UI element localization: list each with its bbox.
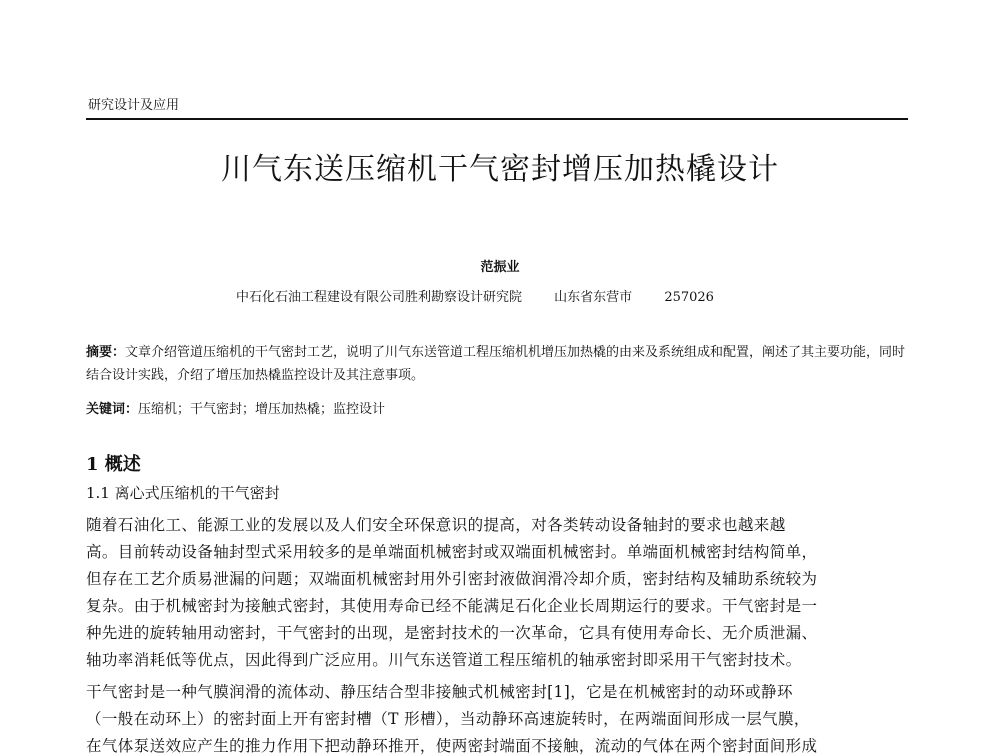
body-line: 复杂。由于机械密封为接触式密封，其使用寿命已经不能满足石化企业长周期运行的要求。干气密封是一 [86,597,818,615]
paper-title: 川气东送压缩机干气密封增压加热橇设计 [221,152,779,187]
body-line: 在气体泵送效应产生的推力作用下把动静环推开，使两密封端面不接触，流动的气体在两个密封面间形成 [86,737,818,755]
affiliation [236,286,742,305]
section-heading: 1 概述 [86,454,141,475]
body-line: 高。目前转动设备轴封型式采用较多的是单端面机械密封或双端面机械密封。单端面机械密封结构简单， [86,543,818,561]
abstract-text: 文章介绍管道压缩机的干气密封工艺，说明了川气东送管道工程压缩机机增压加热橇的由来及系统组成和配置，阐述了其主要功能，同时结合设计实践，介绍了增压加热橇监控设计及其注意事项。 [86,345,906,383]
running-header: 研究设计及应用 [88,98,180,113]
affiliation-org: 中石化石油工程建设有限公司胜利勘察设计研究院 [236,290,523,305]
body-line: 轴功率消耗低等优点，因此得到广泛应用。川气东送管道工程压缩机的轴承密封即采用干气密封技术。 [86,651,802,669]
header-rule [86,118,908,120]
affiliation-place: 山东省东营市 [554,290,633,305]
body-line: 种先进的旋转轴用动密封，干气密封的出现，是密封技术的一次革命，它具有使用寿命长、无介质泄漏、 [86,624,818,642]
keywords-text: 压缩机；干气密封；增压加热橇；监控设计 [138,402,386,417]
body-line: 干气密封是一种气膜润滑的流体动、静压结合型非接触式机械密封[1]，它是在机械密封的动环或静环 [86,683,793,701]
author-name: 范振业 [480,260,520,275]
body-line: 随着石油化工、能源工业的发展以及人们安全环保意识的提高，对各类转动设备轴封的要求也越来越 [86,516,786,534]
abstract-label: 摘要： [86,345,126,360]
keywords-label: 关键词： [86,402,139,417]
affiliation-postcode: 257026 [664,290,714,305]
subsection-heading: 1.1 离心式压缩机的干气密封 [86,484,280,502]
abstract [86,341,908,387]
keywords [86,398,385,417]
body-line: 但存在工艺介质易泄漏的问题；双端面机械密封用外引密封液做润滑冷却介质，密封结构及辅助系统较为 [86,570,818,588]
body-line: （一般在动环上）的密封面上开有密封槽（T 形槽），当动静环高速旋转时，在两端面间形成一层气膜， [86,710,810,728]
